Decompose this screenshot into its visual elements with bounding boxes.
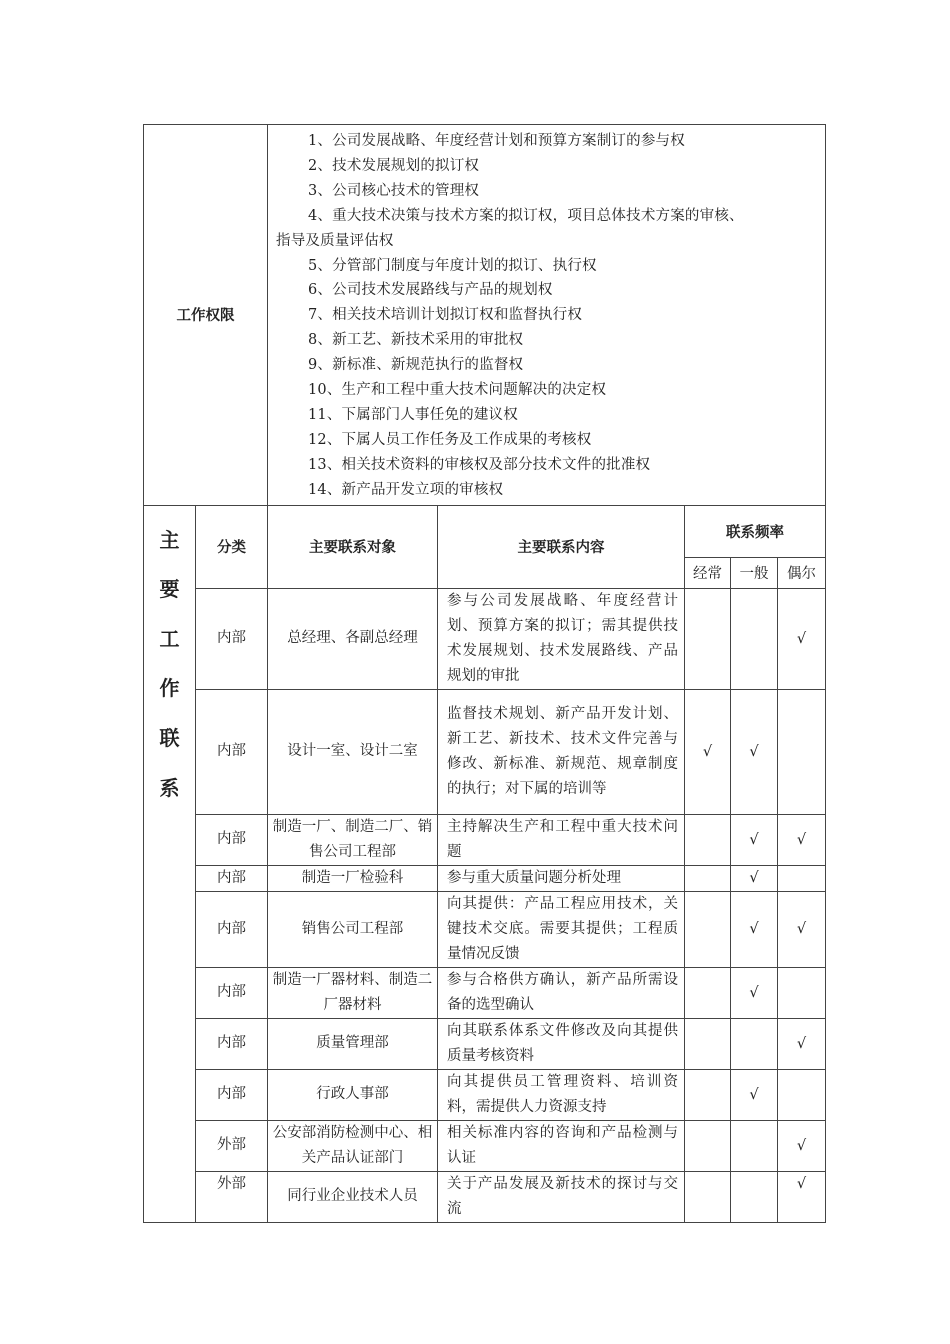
row-target: 同行业企业技术人员 — [268, 1171, 438, 1222]
row-target: 行政人事部 — [268, 1069, 438, 1120]
row-category: 内部 — [196, 814, 268, 865]
authority-item: 14、新产品开发立项的审核权 — [308, 481, 504, 498]
row-freq-rare: √ — [778, 1171, 826, 1222]
authority-list — [268, 125, 826, 506]
header-content: 主要联系内容 — [438, 505, 685, 588]
authority-item: 3、公司核心技术的管理权 — [308, 182, 480, 199]
row-freq-normal: √ — [731, 689, 778, 814]
row-target: 公安部消防检测中心、相关产品认证部门 — [268, 1120, 438, 1171]
row-content: 向其提供员工管理资料、培训资料，需提供人力资源支持 — [438, 1069, 685, 1120]
row-freq-rare — [778, 865, 826, 891]
authority-item: 13、相关技术资料的审核权及部分技术文件的批准权 — [308, 456, 651, 473]
row-freq-often — [685, 1171, 731, 1222]
authority-item: 5、分管部门制度与年度计划的拟订、执行权 — [308, 257, 597, 274]
row-freq-often — [685, 1018, 731, 1069]
row-content: 相关标准内容的咨询和产品检测与认证 — [438, 1120, 685, 1171]
authority-item: 9、新标准、新规范执行的监督权 — [308, 357, 524, 374]
row-freq-often — [685, 865, 731, 891]
row-freq-normal — [731, 1171, 778, 1222]
row-freq-often — [685, 891, 731, 967]
row-freq-rare: √ — [778, 891, 826, 967]
row-freq-rare: √ — [778, 588, 826, 689]
row-freq-often: √ — [685, 689, 731, 814]
row-category: 外部 — [196, 1120, 268, 1171]
row-target: 制造一厂检验科 — [268, 865, 438, 891]
table-row — [144, 1018, 826, 1069]
header-frequency: 联系频率 — [685, 505, 826, 557]
row-freq-rare — [778, 689, 826, 814]
row-freq-normal: √ — [731, 814, 778, 865]
row-category: 内部 — [196, 1069, 268, 1120]
row-freq-often — [685, 1120, 731, 1171]
row-freq-normal: √ — [731, 1069, 778, 1120]
row-freq-often — [685, 1069, 731, 1120]
row-content: 参与公司发展战略、年度经营计划、预算方案的拟订；需其提供技术发展规划、技术发展路线、产品规划的审批 — [438, 588, 685, 689]
table-row — [144, 967, 826, 1018]
row-target: 销售公司工程部 — [268, 891, 438, 967]
authority-item: 4、重大技术决策与技术方案的拟订权，项目总体技术方案的审核、 — [308, 207, 744, 224]
row-freq-normal — [731, 1120, 778, 1171]
row-freq-normal: √ — [731, 865, 778, 891]
authority-row — [144, 125, 826, 506]
header-freq-often: 经常 — [685, 557, 731, 588]
row-target: 总经理、各副总经理 — [268, 588, 438, 689]
authority-item: 10、生产和工程中重大技术问题解决的决定权 — [308, 382, 607, 399]
authority-item: 7、相关技术培训计划拟订权和监督执行权 — [308, 307, 583, 324]
row-content: 主持解决生产和工程中重大技术问题 — [438, 814, 685, 865]
row-category: 内部 — [196, 865, 268, 891]
header-freq-rare: 偶尔 — [778, 557, 826, 588]
contacts-header-row — [144, 505, 826, 557]
row-content: 监督技术规划、新产品开发计划、新工艺、新技术、技术文件完善与修改、新标准、新规范、规章制度的执行；对下属的培训等 — [438, 689, 685, 814]
authority-item: 2、技术发展规划的拟订权 — [308, 157, 480, 174]
table-row — [144, 865, 826, 891]
row-content: 参与重大质量问题分析处理 — [438, 865, 685, 891]
authority-item: 指导及质量评估权 — [276, 232, 394, 249]
table-row — [144, 1120, 826, 1171]
table-row — [144, 814, 826, 865]
row-category: 内部 — [196, 1018, 268, 1069]
row-freq-often — [685, 588, 731, 689]
row-freq-rare: √ — [778, 814, 826, 865]
row-content: 参与合格供方确认，新产品所需设备的选型确认 — [438, 967, 685, 1018]
authority-item: 11、下属部门人事任免的建议权 — [308, 406, 518, 423]
row-freq-normal: √ — [731, 891, 778, 967]
table-row — [144, 1069, 826, 1120]
row-freq-rare — [778, 967, 826, 1018]
table-row — [144, 891, 826, 967]
row-freq-rare: √ — [778, 1120, 826, 1171]
row-content: 关于产品发展及新技术的探讨与交流 — [438, 1171, 685, 1222]
row-category: 内部 — [196, 689, 268, 814]
row-content: 向其提供：产品工程应用技术，关键技术交底。需要其提供；工程质量情况反馈 — [438, 891, 685, 967]
table-row — [144, 1171, 826, 1222]
row-target: 质量管理部 — [268, 1018, 438, 1069]
row-category: 外部 — [196, 1171, 268, 1222]
row-category: 内部 — [196, 891, 268, 967]
authority-title: 工作权限 — [144, 125, 268, 506]
contacts-section-title: 主 要 工 作 联 系 — [144, 505, 196, 1222]
header-target: 主要联系对象 — [268, 505, 438, 588]
row-content: 向其联系体系文件修改及向其提供质量考核资料 — [438, 1018, 685, 1069]
row-freq-normal — [731, 588, 778, 689]
header-category: 分类 — [196, 505, 268, 588]
authority-item: 12、下属人员工作任务及工作成果的考核权 — [308, 431, 592, 448]
row-freq-often — [685, 814, 731, 865]
row-freq-rare: √ — [778, 1018, 826, 1069]
row-freq-often — [685, 967, 731, 1018]
row-target: 设计一室、设计二室 — [268, 689, 438, 814]
row-freq-normal — [731, 1018, 778, 1069]
row-category: 内部 — [196, 967, 268, 1018]
row-freq-normal: √ — [731, 967, 778, 1018]
header-freq-normal: 一般 — [731, 557, 778, 588]
authority-item: 1、公司发展战略、年度经营计划和预算方案制订的参与权 — [308, 133, 685, 149]
row-target: 制造一厂、制造二厂、销售公司工程部 — [268, 814, 438, 865]
table-row — [144, 588, 826, 689]
authority-item: 6、公司技术发展路线与产品的规划权 — [308, 282, 553, 299]
table-row — [144, 689, 826, 814]
authority-item: 8、新工艺、新技术采用的审批权 — [308, 332, 524, 349]
row-freq-rare — [778, 1069, 826, 1120]
job-description-table — [143, 124, 826, 1223]
row-category: 内部 — [196, 588, 268, 689]
row-target: 制造一厂器材料、制造二厂器材料 — [268, 967, 438, 1018]
